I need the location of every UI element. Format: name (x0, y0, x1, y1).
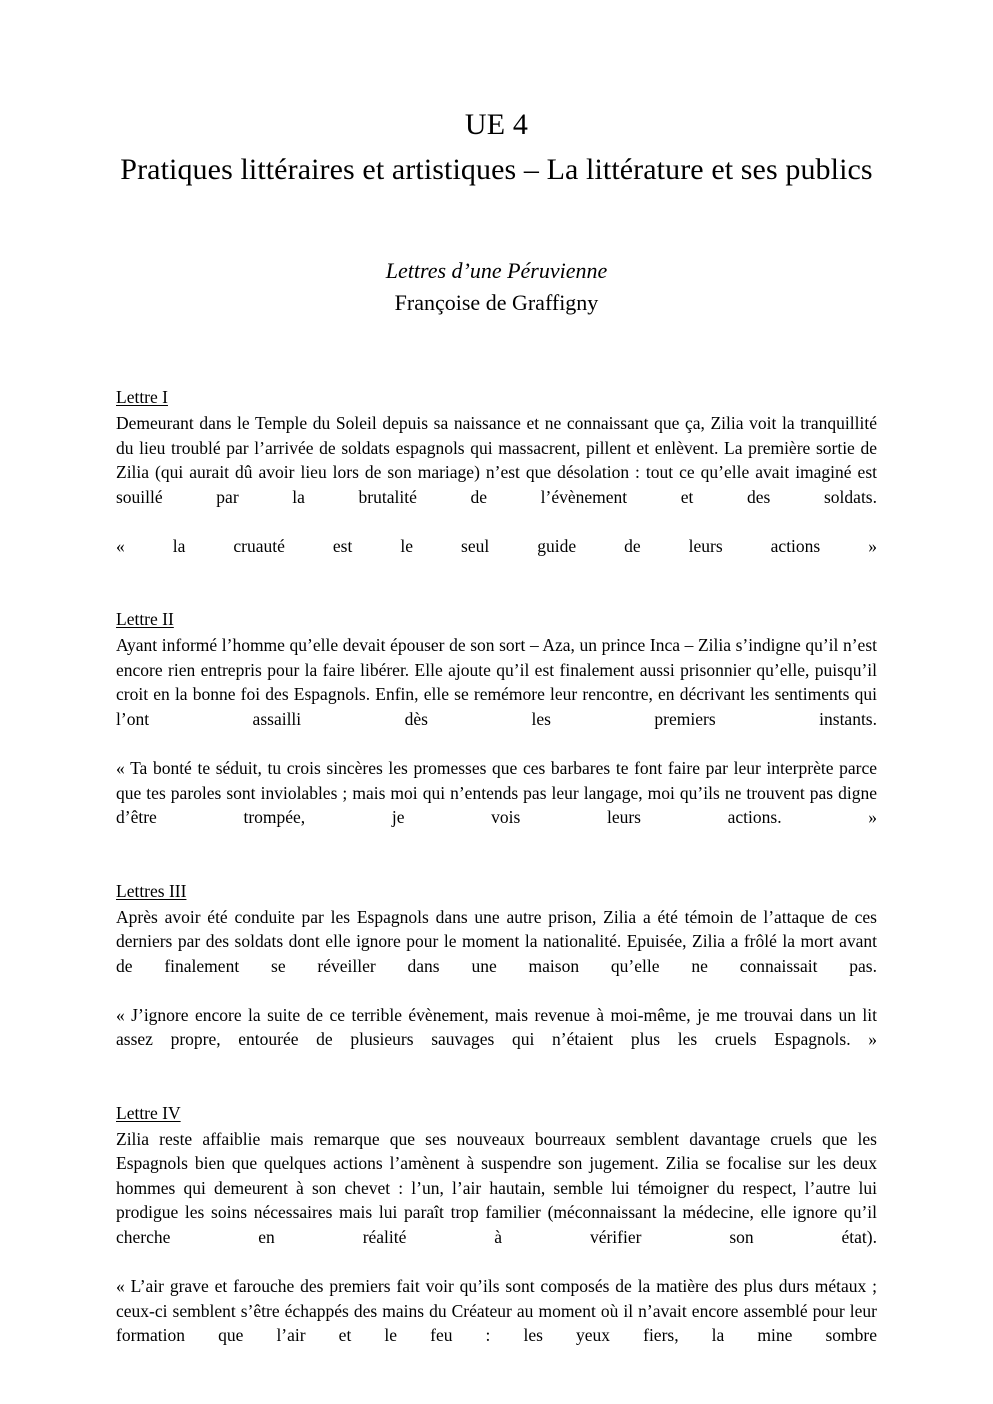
letter-heading-2: Lettre II (116, 609, 174, 630)
letter-quote-3: « J’ignore encore la suite de ce terrible évènement, mais revenue à moi-même, je me trouvai dans un lit assez propre, entourée de plusieurs sauvages qui n’étaient plus les cruels Espagnols. » (116, 1004, 877, 1050)
letter-section (116, 385, 877, 583)
letter-heading-3: Lettres III (116, 880, 187, 901)
letter-heading-row (116, 879, 877, 905)
letter-summary-4: Zilia reste affaiblie mais remarque que ses nouveaux bourreaux semblent davantage cruels que les Espagnols bien que quelques actions l’amènent à suspendre son jugement. Zilia se focalise sur les deux hommes qui demeurent à son chevet : l’un, l’air hautain, semble lui témoigner du respect, l’autre lui prodigue les soins nécessaires mais lui paraît trop familier (méconnaissant la médecine, elle ignore qu’il cherche en réalité à vérifier son état). (116, 1128, 877, 1248)
work-author: Françoise de Graffigny (394, 290, 599, 315)
letter-quote-2: « Ta bonté te séduit, tu crois sincères les promesses que ces barbares te font faire par leur interprète parce que tes paroles sont inviolables ; mais moi qui n’entends pas leur langage, moi qu’ils ne trouvent pas digne d’être trompée, je vois leurs actions. » (116, 758, 877, 828)
page-title-subject: Pratiques littéraires et artistiques – La littérature et ses publics (120, 153, 873, 186)
letter-heading-1: Lettre I (116, 387, 168, 407)
work-title: Lettres d’une Péruvienne (385, 258, 608, 283)
page-title-unit: UE 4 (464, 108, 529, 141)
letter-heading-row (116, 607, 877, 633)
letter-quote-1: « la cruauté est le seul guide de leurs actions » (116, 535, 877, 556)
document-title-block (0, 0, 993, 193)
letter-heading-row (116, 1101, 877, 1127)
letter-quote-4: « L’air grave et farouche des premiers fait voir qu’ils sont composés de la matière des plus durs métaux ; ceux-ci semblent s’être échappés des mains du Créateur au moment où il n’avait encore assemblé pour leur formation que l’air et le feu : les yeux fiers, la mine sombre (116, 1276, 877, 1346)
letter-section (116, 879, 877, 1077)
work-reference-block (0, 255, 993, 319)
letter-section (116, 607, 877, 854)
letter-heading-row (116, 385, 877, 411)
letter-heading-4: Lettre IV (116, 1102, 181, 1123)
letter-summary-2: Ayant informé l’homme qu’elle devait épouser de son sort – Aza, un prince Inca – Zilia s’indigne qu’il n’est encore rien entrepris pour la faire libérer. Elle ajoute qu’il est finalement aussi prisonnier qu’elle, puisqu’il croit en la bonne foi des Espagnols. Enfin, elle se remémore leur rencontre, en décrivant les sentiments qui l’ont assailli dès les premiers instants. (116, 635, 877, 729)
letter-section (116, 1101, 877, 1373)
letter-summary-1: Demeurant dans le Temple du Soleil depuis sa naissance et ne connaissant que ça, Zilia voit la tranquillité du lieu troublé par l’arrivée de soldats espagnols qui massacrent, pillent et enlèvent. La première sortie de Zilia (qui aurait dû avoir lieu lors de son mariage) n’est que désolation : tout ce qu’elle avait imaginé est souillé par la brutalité de l’évènement et des soldats. (116, 413, 877, 507)
document-body (116, 385, 877, 1373)
letter-summary-3: Après avoir été conduite par les Espagnols dans une autre prison, Zilia a été témoin de l’attaque de ces derniers par des soldats dont elle ignore pour le moment la nationalité. Epuisée, Zilia a frôlé la mort avant de finalement se réveiller dans une maison qu’elle ne connaissait pas. (116, 906, 877, 976)
